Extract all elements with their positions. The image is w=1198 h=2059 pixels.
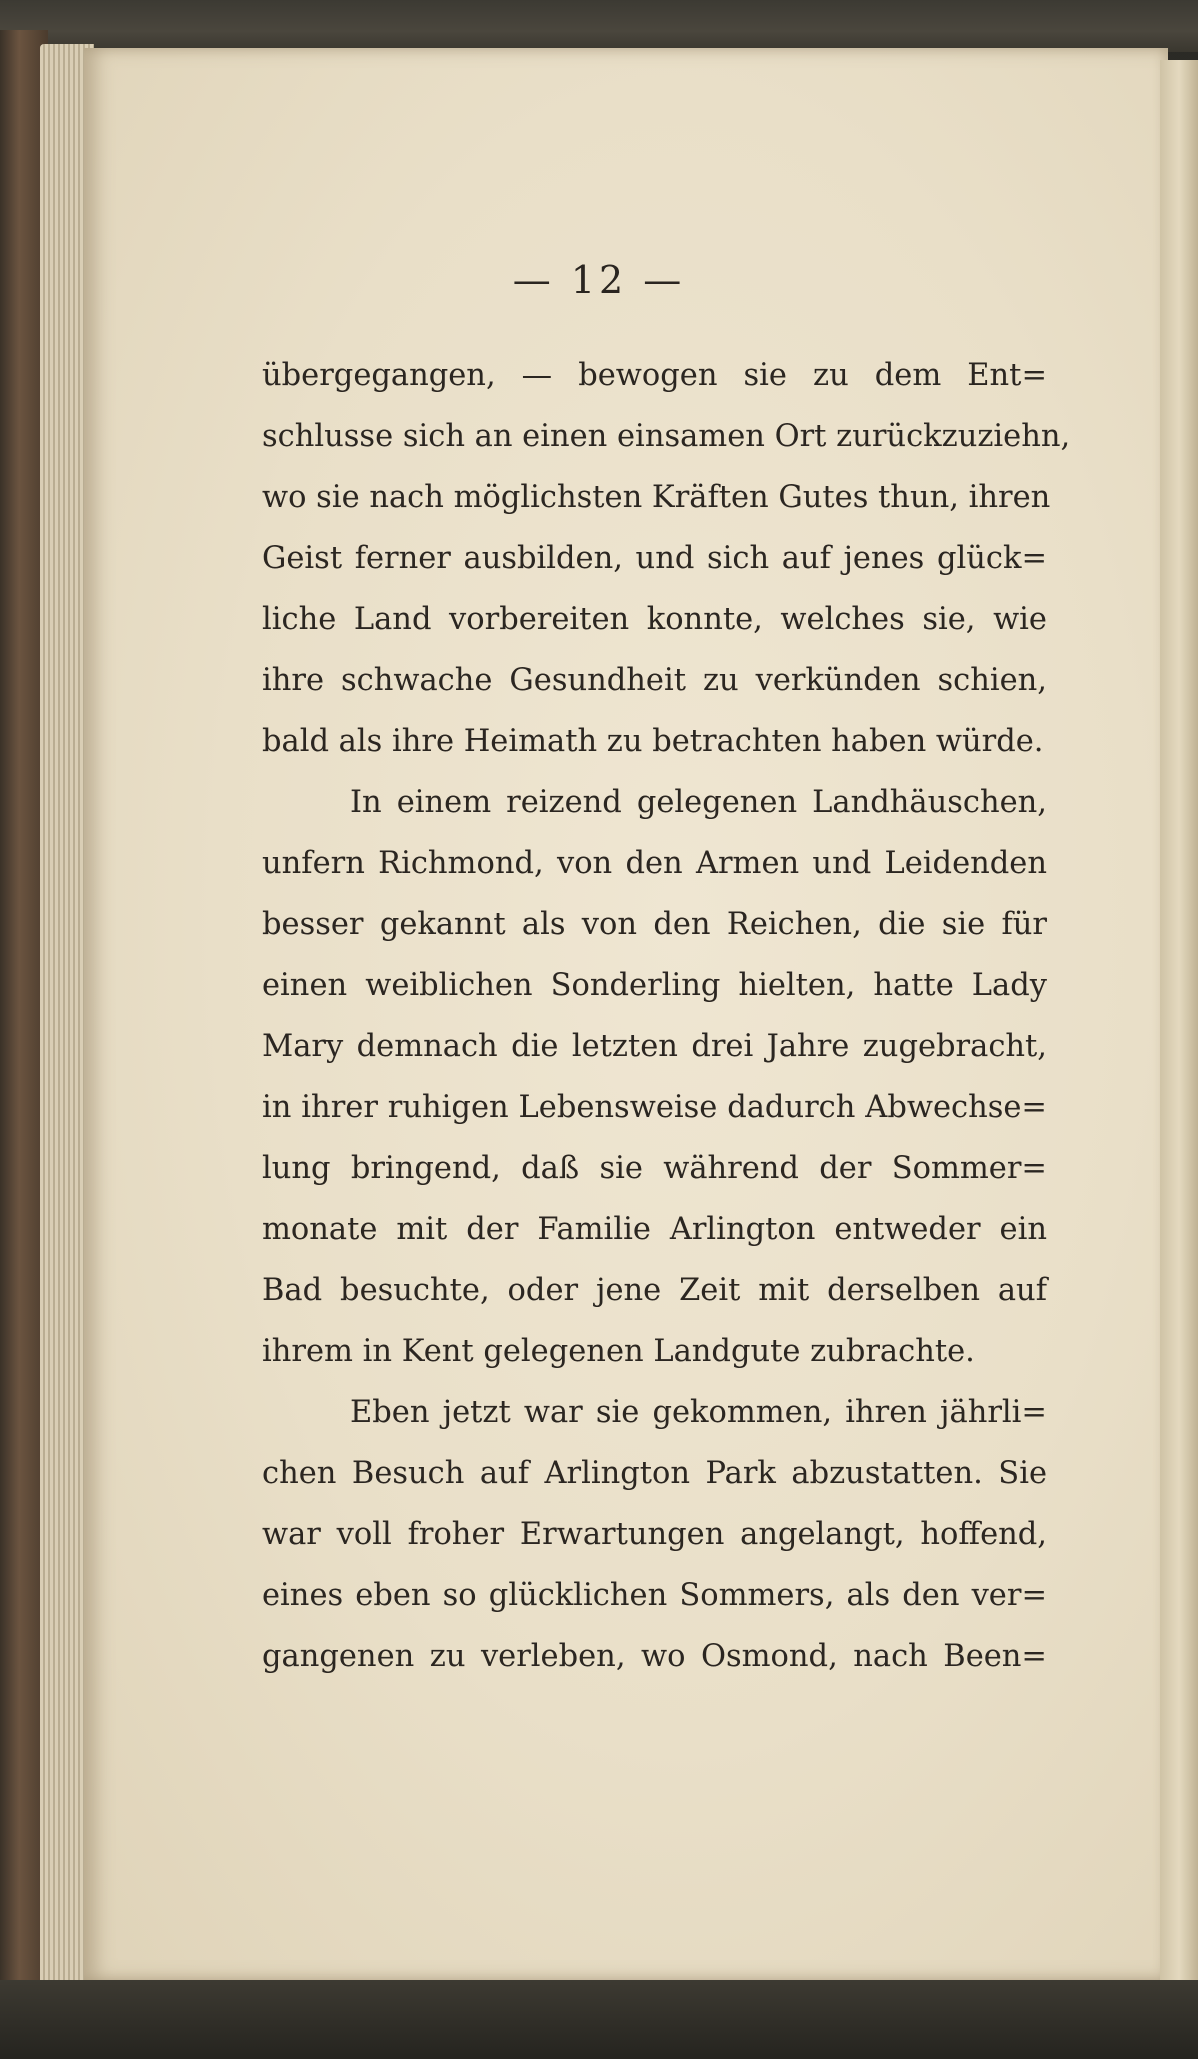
text-line: lung bringend, daß sie während der Sommer= <box>262 1151 1047 1186</box>
body-text <box>262 345 1071 1687</box>
text-line: chen Besuch auf Arlington Park abzustatten. Sie <box>262 1456 1047 1491</box>
book-cover-top <box>0 0 1198 52</box>
text-line: monate mit der Familie Arlington entweder ein <box>262 1212 1047 1247</box>
text-line: Bad besuchte, oder jene Zeit mit derselben auf <box>262 1273 1047 1308</box>
text-line: Eben jetzt war sie gekommen, ihren jährli= <box>350 1395 1047 1430</box>
text-line: besser gekannt als von den Reichen, die sie für <box>262 907 1047 942</box>
text-line: gangenen zu verleben, wo Osmond, nach Been= <box>262 1639 1047 1674</box>
text-line: in ihrer ruhigen Lebensweise dadurch Abwechse= <box>262 1090 1047 1125</box>
text-line: In einem reizend gelegenen Landhäuschen, <box>350 785 1047 820</box>
text-line: bald als ihre Heimath zu betrachten haben würde. <box>262 724 1044 759</box>
text-line: liche Land vorbereiten konnte, welches sie, wie <box>262 602 1047 637</box>
text-line: einen weiblichen Sonderling hielten, hatte Lady <box>262 968 1047 1003</box>
text-line: ihrem in Kent gelegenen Landgute zubrachte. <box>262 1334 975 1369</box>
text-line: Mary demnach die letzten drei Jahre zugebracht, <box>262 1029 1047 1064</box>
next-page-edge <box>1160 60 1198 1990</box>
text-line: eines eben so glücklichen Sommers, als den ver= <box>262 1578 1047 1613</box>
text-line: war voll froher Erwartungen angelangt, hoffend, <box>262 1517 1047 1552</box>
book-cover-bottom <box>0 1980 1198 2059</box>
text-line: wo sie nach möglichsten Kräften Gutes thun, ihren <box>262 480 1051 515</box>
text-line: unfern Richmond, von den Armen und Leidenden <box>262 846 1047 881</box>
text-line: schlusse sich an einen einsamen Ort zurückzuziehn, <box>262 419 1071 454</box>
text-line: ihre schwache Gesundheit zu verkünden schien, <box>262 663 1047 698</box>
text-line: Geist ferner ausbilden, und sich auf jenes glück= <box>262 541 1047 576</box>
text-line: übergegangen, — bewogen sie zu dem Ent= <box>262 358 1047 393</box>
page-number: — 12 — <box>512 258 686 302</box>
